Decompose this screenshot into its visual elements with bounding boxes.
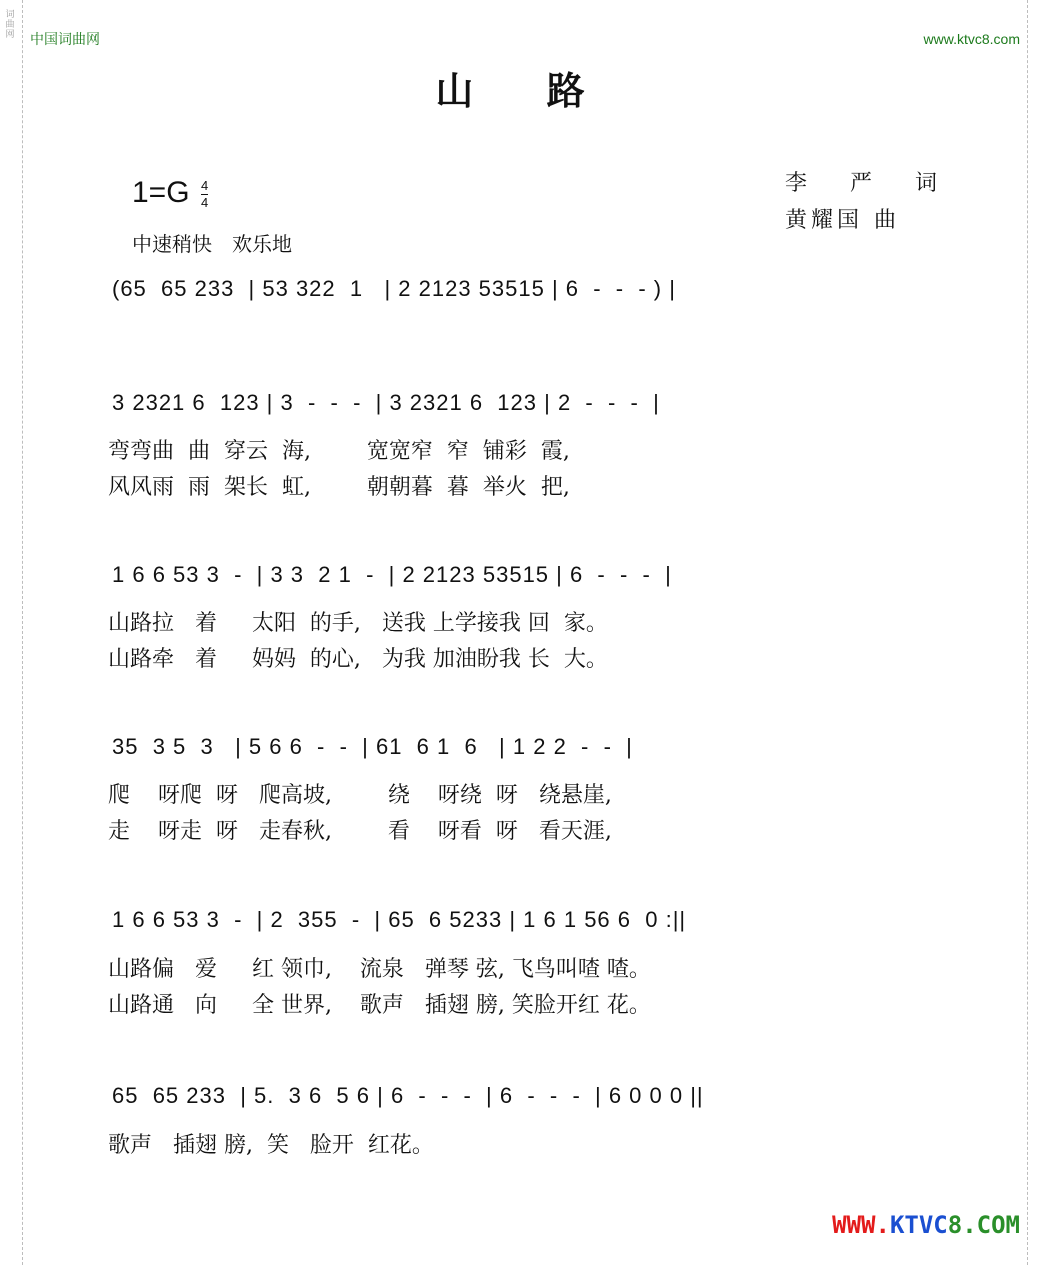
notation-line-4: 35 3 5 3 | 5 6 6 - - | 61 6 1 6 | 1 2 2 - - | [112,734,633,759]
meter-top: 4 [201,178,209,193]
lyric-line-3a: 山路拉 着 太阳 的手, 送我 上学接我 回 家。 [108,611,608,636]
time-signature [201,178,208,211]
lyricist-credit: 李 严 词 [785,171,955,196]
lyric-line-3b: 山路牵 着 妈妈 的心, 为我 加油盼我 长 大。 [108,647,608,672]
margin-watermark: 词曲网 [5,10,15,40]
notation-line-5: 1 6 6 53 3 - | 2 355 - | 65 6 5233 | 1 6 1 56 6 0 :|| [112,907,687,932]
lyric-line-6: 歌声 插翅 膀, 笑 脸开 红花。 [108,1133,434,1158]
notation-line-2: 3 2321 6 123 | 3 - - - | 3 2321 6 123 | 2 - - - | [112,390,660,415]
right-margin-strip [1027,0,1050,1265]
site-url[interactable]: www.ktvc8.com [923,31,1020,47]
tempo-marking: 中速稍快 欢乐地 [132,232,292,256]
notation-line-1: (65 65 233 | 53 322 1 | 2 2123 53515 | 6 - - - ) | [112,276,676,301]
logo-part-ktvc: KTVC [889,1211,948,1239]
logo-part-www: WWW. [832,1211,890,1239]
lyric-line-5b: 山路通 向 全 世界, 歌声 插翅 膀, 笑脸开红 花。 [108,993,651,1018]
lyric-line-5a: 山路偏 爱 红 领巾, 流泉 弹琴 弦, 飞鸟叫喳 喳。 [108,957,651,982]
lyric-line-2a: 弯弯曲 曲 穿云 海, 宽宽窄 窄 铺彩 霞, [108,439,570,464]
logo-part-com: 8.COM [947,1211,1020,1239]
site-name[interactable]: 中国词曲网 [30,32,100,48]
lyric-line-4b: 走 呀走 呀 走春秋, 看 呀看 呀 看天涯, [108,819,612,844]
song-title: 山 路 [435,68,615,113]
lyric-line-4a: 爬 呀爬 呀 爬高坡, 绕 呀绕 呀 绕悬崖, [108,783,612,808]
site-logo[interactable] [832,1211,1020,1239]
lyric-line-2b: 风风雨 雨 架长 虹, 朝朝暮 暮 举火 把, [108,475,570,500]
notation-line-3: 1 6 6 53 3 - | 3 3 2 1 - | 2 2123 53515 | 6 - - - | [112,562,672,587]
notation-line-6: 65 65 233 | 5. 3 6 5 6 | 6 - - - | 6 - - - | 6 0 0 0 || [112,1083,704,1108]
key-signature: 1=G [132,176,190,209]
left-margin-strip [0,0,23,1265]
composer-credit: 黄耀国 曲 [785,208,900,233]
meter-bottom: 4 [201,195,209,210]
